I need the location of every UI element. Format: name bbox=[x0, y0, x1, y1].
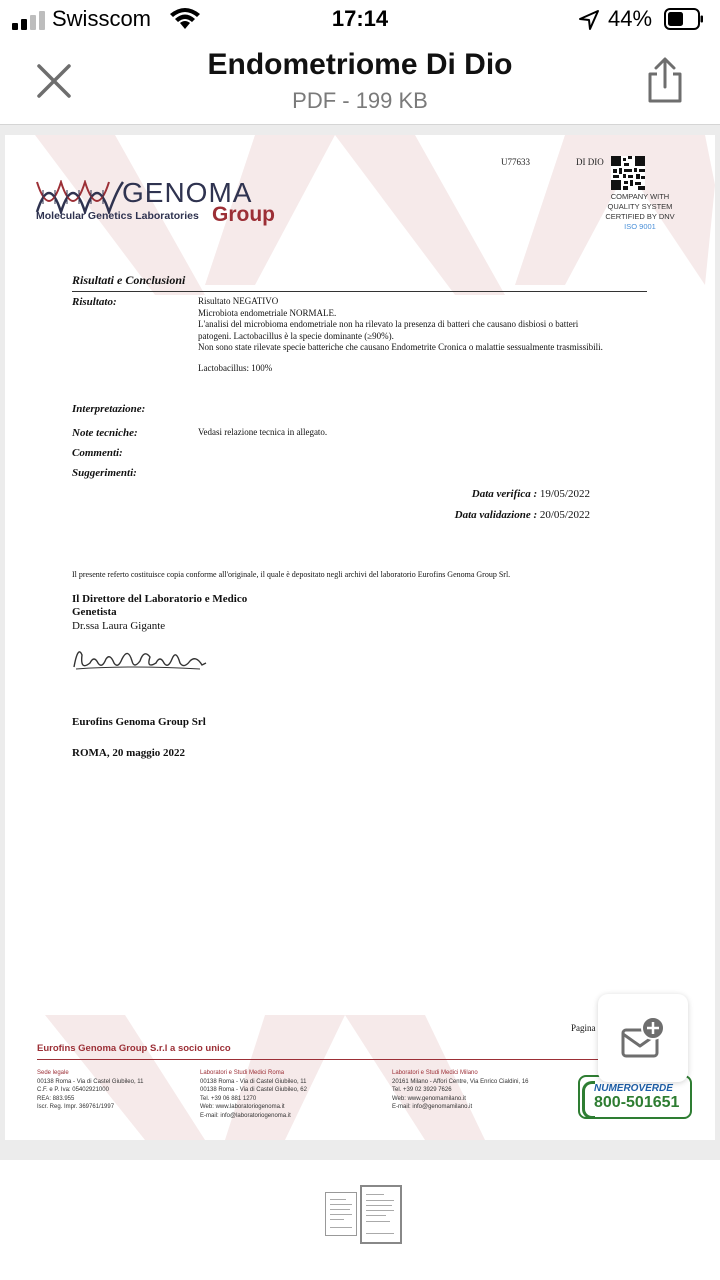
battery-percentage: 44% bbox=[608, 6, 653, 31]
copy-conformity-note: Il presente referto costituisce copia conforme all'originale, il quale è depositato negli archivi del laboratorio Eurofins Genoma Group Srl. bbox=[72, 570, 511, 579]
page-thumbnails bbox=[0, 1160, 720, 1280]
footer-milan-labs: Laboratori e Studi Medici Milano 20161 Milano - Affori Centre, Via Enrico Cialdini, 16 Tel. +39 02 3929 7626 Web: www.genomamilano.it E-mail: info@genomamilano.it bbox=[392, 1070, 529, 1110]
markup-button[interactable] bbox=[598, 994, 688, 1082]
lactobacillus-value: Lactobacillus: 100% bbox=[198, 363, 273, 373]
technical-notes-value: Vedasi relazione tecnica in allegato. bbox=[198, 427, 328, 437]
document-title: Endometriome Di Dio bbox=[207, 48, 513, 81]
comments-label: Commenti: bbox=[72, 447, 123, 459]
document-file-info: PDF - 199 KB bbox=[292, 88, 428, 113]
carrier-name: Swisscom bbox=[52, 6, 152, 31]
result-text: Risultato NEGATIVO Microbiota endometriale NORMALE. L'analisi del microbioma endometriale non ha rilevato la presenza di batteri che causano disbiosi o batteri patogeni. Lactobacillus è la specie dominante (≥90%). Non sono state rilevate specie batteriche che causano Endometrite Cronica o malattie sessualmente trasmissibili. bbox=[198, 296, 603, 352]
status-bar bbox=[0, 0, 720, 40]
document-header bbox=[0, 40, 720, 125]
signature-image bbox=[70, 641, 210, 675]
verification-date: Data verifica : 19/05/2022 bbox=[471, 488, 590, 500]
result-label: Risultato: bbox=[72, 296, 117, 308]
director-title: Il Direttore del Laboratorio e Medico Genetista bbox=[72, 593, 248, 618]
pdf-page bbox=[5, 135, 715, 1140]
wifi-icon bbox=[170, 8, 200, 30]
page-label: Pagina bbox=[571, 1023, 596, 1033]
toll-free-number-badge: NUMEROVERDE 800-501651 bbox=[578, 1075, 692, 1119]
footer-legal-address: Sede legale 00138 Roma - Via di Castel Giubileo, 11 C.F. e P. Iva: 05402921000 REA: 883.955 Iscr. Reg. Impr. 369761/1997 bbox=[37, 1070, 144, 1110]
validation-date: Data validazione : 20/05/2022 bbox=[454, 509, 590, 521]
director-name: Dr.ssa Laura Gigante bbox=[72, 620, 166, 632]
place-and-date: ROMA, 20 maggio 2022 bbox=[72, 747, 186, 759]
company-name: Eurofins Genoma Group Srl bbox=[72, 716, 206, 728]
section-title: Risultati e Conclusioni bbox=[72, 273, 186, 287]
footer-rome-labs: Laboratori e Studi Medici Roma 00138 Roma - Via di Castel Giubileo, 11 00138 Roma - Via di Castel Giubileo, 62 Tel. +39 06 881 1270 Web: www.laboratoriogenoma.it E-mail: info@laboratoriogenoma.it bbox=[200, 1070, 307, 1119]
markup-icon bbox=[620, 1016, 666, 1060]
qr-code-icon bbox=[611, 156, 645, 190]
status-time: 17:14 bbox=[331, 6, 389, 31]
logo-tagline: Molecular Genetics Laboratories bbox=[36, 210, 199, 222]
section-divider bbox=[72, 291, 647, 292]
logo-wordmark: GENOMA bbox=[122, 177, 253, 208]
interpretation-label: Interpretazione: bbox=[72, 403, 146, 415]
thumbnail-page-1[interactable] bbox=[325, 1192, 357, 1236]
cellular-signal-icon bbox=[12, 10, 46, 30]
location-arrow-icon bbox=[578, 9, 600, 31]
genoma-logo-icon bbox=[35, 180, 125, 214]
share-icon[interactable] bbox=[642, 56, 688, 106]
suggestions-label: Suggerimenti: bbox=[72, 467, 137, 479]
technical-notes-label: Note tecniche: bbox=[72, 427, 138, 439]
patient-name: DI DIO bbox=[576, 157, 604, 167]
thumbnail-page-2[interactable] bbox=[360, 1185, 402, 1244]
document-code: U77633 bbox=[501, 157, 530, 167]
battery-icon bbox=[664, 8, 704, 30]
footer-company: Eurofins Genoma Group S.r.l a socio unico bbox=[37, 1043, 231, 1054]
certification-badge: COMPANY WITH QUALITY SYSTEM CERTIFIED BY DNV ISO 9001 bbox=[605, 192, 675, 231]
logo-group: Group bbox=[212, 203, 275, 226]
footer-divider bbox=[37, 1059, 687, 1060]
